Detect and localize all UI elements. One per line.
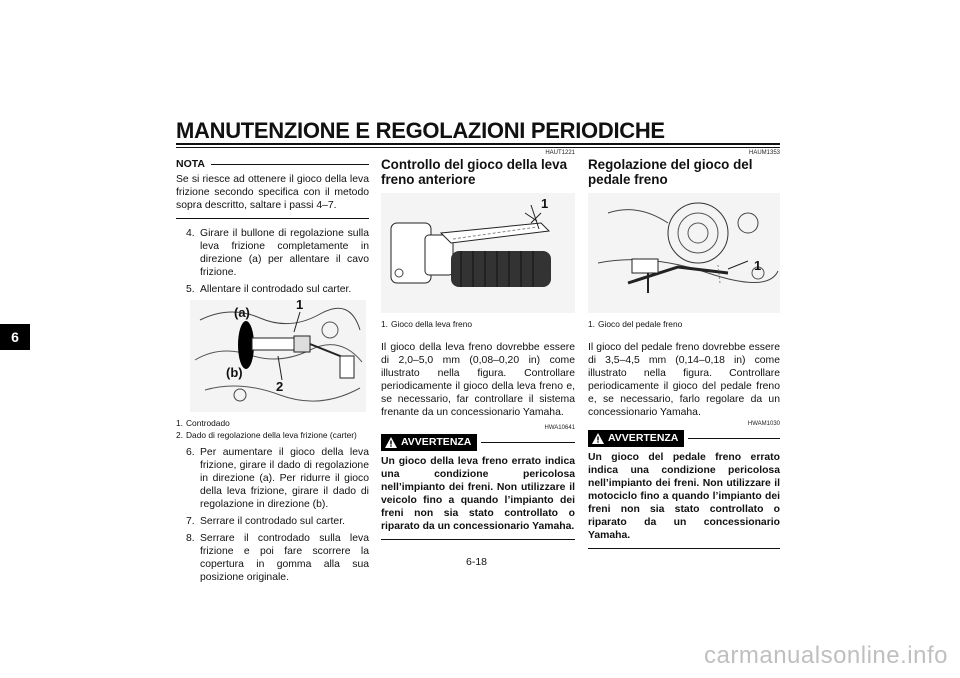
caption-text: Controdado <box>186 418 230 428</box>
warning-triangle-icon <box>385 437 397 448</box>
warning-label: AVVERTENZA <box>608 432 679 444</box>
section-heading: Controllo del gioco della leva freno anteriore <box>381 157 568 187</box>
header-rule <box>176 143 780 145</box>
step-text: Allentare il controdado sul carter. <box>200 284 352 295</box>
step-number: 7. <box>186 516 195 527</box>
step-6 <box>186 446 369 511</box>
callout-1: 1 <box>296 300 304 312</box>
page-header-title: MANUTENZIONE E REGOLAZIONI PERIODICHE <box>176 118 665 143</box>
nota-text: Se si riesce ad ottenere il gioco della leva frizione secondo specifica con il metodo sopra descritto, saltare i passi 4–7. <box>176 174 369 211</box>
warning-badge <box>381 434 477 451</box>
callout-2: 2 <box>276 379 284 394</box>
column-2 <box>381 150 575 548</box>
caption-text: Dado di regolazione della leva frizione (carter) <box>186 430 357 440</box>
warning-header <box>588 430 780 447</box>
warning-label: AVVERTENZA <box>401 436 472 448</box>
step-text: Serrare il controdado sul carter. <box>200 516 345 527</box>
warning-triangle-icon <box>592 433 604 444</box>
caption-number: 1. <box>176 418 183 428</box>
brake-lever-figure <box>381 193 575 313</box>
chapter-tab: 6 <box>0 324 30 350</box>
step-number: 8. <box>186 533 195 544</box>
warning-end-rule <box>588 548 780 549</box>
callout-1: 1 <box>754 258 762 273</box>
nota-label: NOTA <box>176 158 205 170</box>
section-code: HAUM1353 <box>748 150 780 156</box>
column-1 <box>176 158 369 588</box>
nota-end-rule <box>176 218 369 219</box>
step-text: Girare il bullone di regolazione sulla leva frizione completamente in direzione (a) per allentare il cavo frizione. <box>200 228 369 278</box>
step-text: Serrare il controdado sulla leva frizione e poi fare scorrere la copertura in gomma alla sua posizione originale. <box>200 533 369 583</box>
caption-2 <box>176 430 369 440</box>
section-code: HAUT1221 <box>545 150 575 156</box>
caption-text: Gioco della leva freno <box>391 319 473 329</box>
caption-1 <box>588 319 780 329</box>
page-number: 6-18 <box>466 556 488 568</box>
step-text: Per aumentare il gioco della leva frizione, girare il dado di regolazione in direzione (a). Per ridurre il gioco della leva frizione, girare il dado di regolazione in direzione (b). <box>200 447 369 510</box>
section-heading: Regolazione del gioco del pedale freno <box>588 157 753 187</box>
step-number: 6. <box>186 447 195 458</box>
column-3 <box>588 150 780 557</box>
step-4 <box>186 227 369 279</box>
body-text: Il gioco della leva freno dovrebbe essere di 2,0–5,0 mm (0,08–0,20 in) come illustrato nella figura. Controllare periodicamente il gioco della leva freno e, se necessario, far controllare il sistema frenante da un concessionario Yamaha. <box>381 342 575 418</box>
warning-end-rule <box>381 539 575 540</box>
caption-number: 2. <box>176 430 183 440</box>
caption-text: Gioco del pedale freno <box>598 319 683 329</box>
clutch-adjuster-figure <box>190 300 366 412</box>
nota-header <box>176 158 369 171</box>
nota-rule <box>211 164 369 165</box>
callout-1: 1 <box>541 196 549 211</box>
warning-text: Un gioco del pedale freno errato indica una condizione pericolosa nell’impianto dei freni. Non utilizzare il motociclo fino a quando l’impianto dei freni non sia stato controllato o riparato da un concessionario Yamaha. <box>588 452 780 541</box>
direction-a-label: (a) <box>234 305 250 320</box>
brake-pedal-illustration <box>588 193 780 313</box>
caption-1 <box>176 418 369 428</box>
step-7 <box>186 515 369 528</box>
warning-code: HWAM1030 <box>747 421 780 427</box>
direction-b-label: (b) <box>226 365 243 380</box>
warning-rule <box>688 438 780 439</box>
warning-header <box>381 434 575 451</box>
warning-text: Un gioco della leva freno errato indica una condizione pericolosa nell’impianto dei freni. Non utilizzare il veicolo fino a quando l’impianto dei freni non sia stato controllato o riparato da un concessionario Yamaha. <box>381 456 575 532</box>
step-number: 4. <box>186 228 195 239</box>
warning-code: HWA10641 <box>544 425 575 431</box>
body-text: Il gioco del pedale freno dovrebbe essere di 3,5–4,5 mm (0,14–0,18 in) come illustrato nella figura. Controllare periodicamente il gioco del pedale freno e, se necessario, farlo regolare da un concessionario Yamaha. <box>588 342 780 418</box>
caption-number: 1. <box>588 319 595 329</box>
brake-pedal-figure <box>588 193 780 313</box>
step-8 <box>186 532 369 584</box>
caption-number: 1. <box>381 319 388 329</box>
clutch-adjuster-illustration <box>190 300 366 412</box>
step-number: 5. <box>186 284 195 295</box>
step-5 <box>186 283 369 296</box>
watermark: carmanualsonline.info <box>704 642 948 669</box>
warning-rule <box>481 442 575 443</box>
header-rule-thin <box>176 147 780 148</box>
caption-1 <box>381 319 575 329</box>
warning-badge <box>588 430 684 447</box>
brake-lever-illustration <box>381 193 575 313</box>
